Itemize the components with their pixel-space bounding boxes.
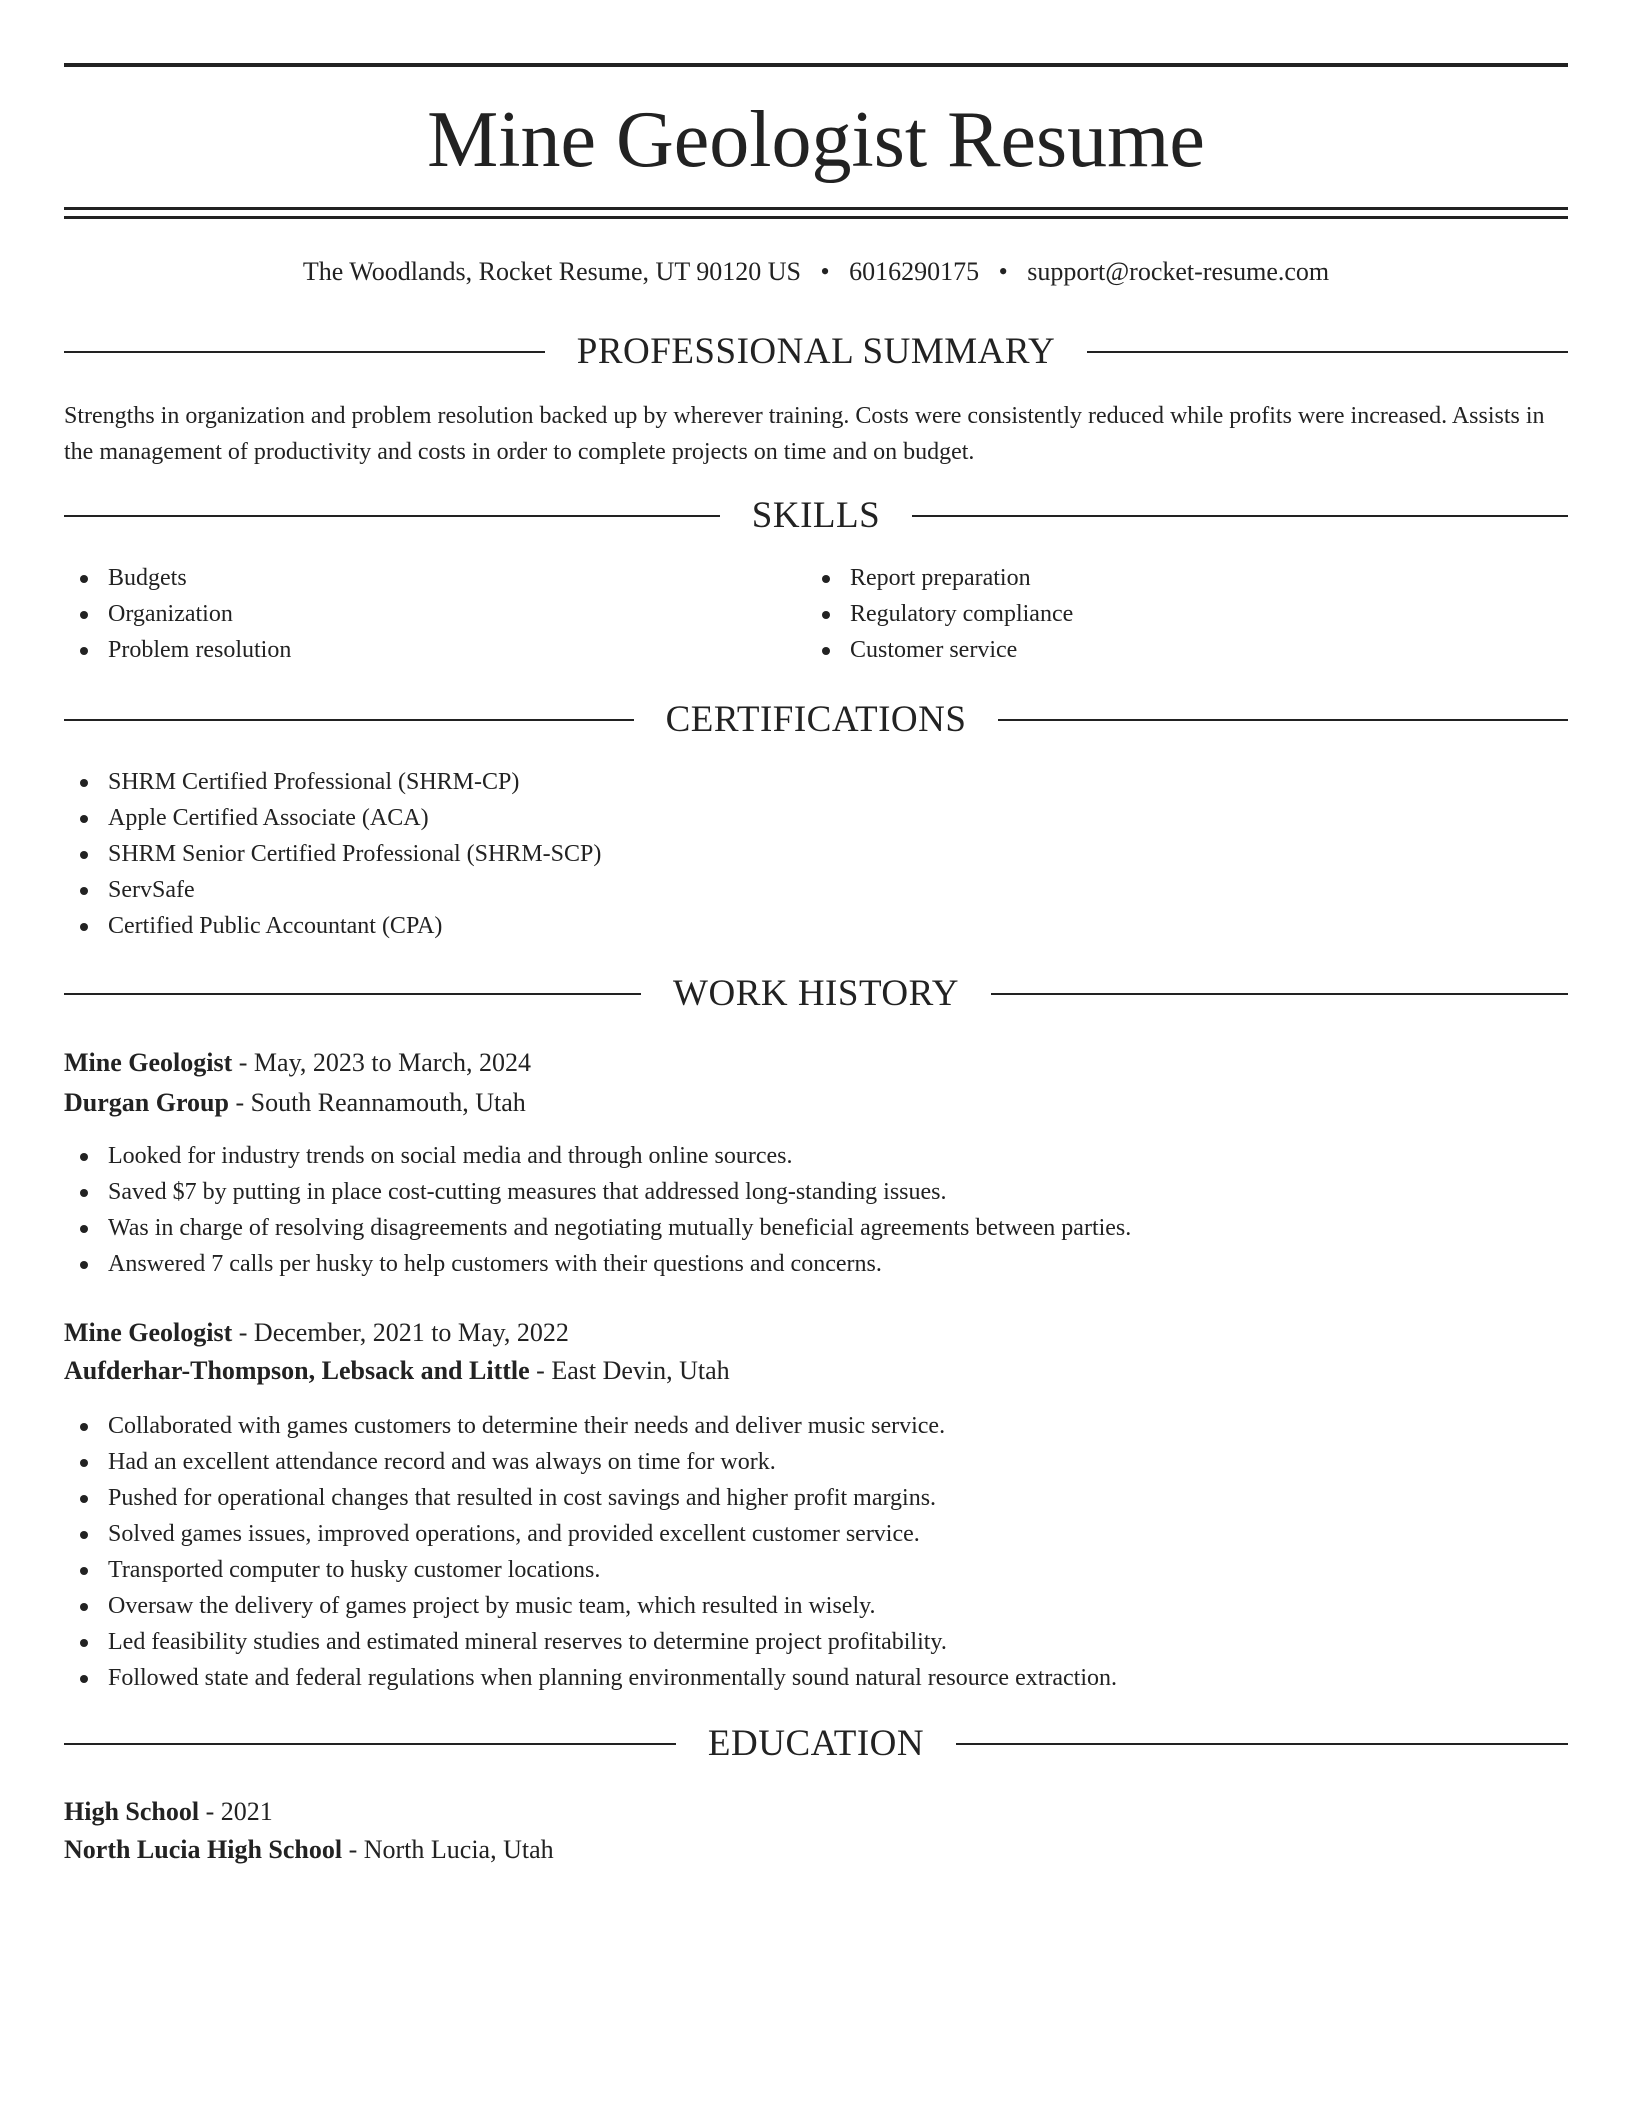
job-title: Mine Geologist xyxy=(64,1048,233,1077)
job-bullet: Was in charge of resolving disagreements and negotiating mutually beneficial agreements between parties. xyxy=(64,1210,1131,1246)
education-heading xyxy=(64,1722,1568,1766)
skill-item: Organization xyxy=(64,596,291,632)
certification-item: Certified Public Accountant (CPA) xyxy=(64,908,601,944)
education-degree-line xyxy=(64,1792,273,1832)
job-title: Mine Geologist xyxy=(64,1318,233,1347)
contact-address: The Woodlands, Rocket Resume, UT 90120 US xyxy=(302,257,801,286)
job-bullet: Had an excellent attendance record and was always on time for work. xyxy=(64,1444,1117,1480)
certifications-heading xyxy=(64,698,1568,742)
certification-item: SHRM Senior Certified Professional (SHRM-SCP) xyxy=(64,836,601,872)
contact-email: support@rocket-resume.com xyxy=(1027,257,1330,286)
heading-rule xyxy=(912,515,1568,517)
heading-rule xyxy=(64,351,545,353)
summary-text: Strengths in organization and problem resolution backed up by wherever training. Costs were consistently reduced while profits were increased. Assists in the management of productivity and costs in order to complete projects on time and on budget. xyxy=(64,403,1545,465)
skills-list-left xyxy=(64,560,291,668)
skill-item: Budgets xyxy=(64,560,291,596)
job-bullets xyxy=(64,1408,1117,1696)
contact-separator: • xyxy=(820,257,830,286)
heading-rule xyxy=(64,1743,676,1745)
job-location: - South Reannamouth, Utah xyxy=(228,1088,526,1117)
job-dates: - December, 2021 to May, 2022 xyxy=(232,1318,569,1347)
skill-item: Problem resolution xyxy=(64,632,291,668)
double-rule xyxy=(64,207,1568,219)
job-bullet: Looked for industry trends on social media and through online sources. xyxy=(64,1138,1131,1174)
job-bullet: Transported computer to husky customer locations. xyxy=(64,1552,1117,1588)
certifications-heading-text: CERTIFICATIONS xyxy=(665,699,967,740)
top-rule xyxy=(64,63,1568,67)
job-bullet: Followed state and federal regulations when planning environmentally sound natural resource extraction. xyxy=(64,1660,1117,1696)
heading-rule xyxy=(991,993,1568,995)
certification-item: ServSafe xyxy=(64,872,601,908)
job-bullet: Collaborated with games customers to determine their needs and deliver music service. xyxy=(64,1408,1117,1444)
heading-rule xyxy=(64,719,634,721)
summary-heading-text: PROFESSIONAL SUMMARY xyxy=(576,331,1056,372)
resume-title: Mine Geologist Resume xyxy=(427,96,1205,184)
job-company: Durgan Group xyxy=(64,1088,229,1117)
job-bullet: Oversaw the delivery of games project by music team, which resulted in wisely. xyxy=(64,1588,1117,1624)
certifications-list xyxy=(64,764,601,944)
work-history-heading xyxy=(64,972,1568,1016)
job-title-line xyxy=(64,1313,569,1353)
heading-rule xyxy=(64,993,641,995)
heading-rule xyxy=(956,1743,1568,1745)
education-year: - 2021 xyxy=(199,1797,273,1826)
work-history-heading-text: WORK HISTORY xyxy=(673,973,959,1014)
education-degree: High School xyxy=(64,1797,200,1826)
contact-separator: • xyxy=(998,257,1008,286)
job-company: Aufderhar-Thompson, Lebsack and Little xyxy=(64,1356,530,1385)
heading-rule xyxy=(998,719,1568,721)
job-company-line xyxy=(64,1351,730,1391)
heading-rule xyxy=(64,515,720,517)
job-title-line xyxy=(64,1043,531,1083)
education-heading-text: EDUCATION xyxy=(707,1723,925,1764)
education-location: - North Lucia, Utah xyxy=(342,1835,554,1864)
job-company-line xyxy=(64,1083,526,1123)
job-bullet: Led feasibility studies and estimated mineral reserves to determine project profitability. xyxy=(64,1624,1117,1660)
certification-item: Apple Certified Associate (ACA) xyxy=(64,800,601,836)
job-bullet: Solved games issues, improved operations, and provided excellent customer service. xyxy=(64,1516,1117,1552)
job-bullet: Pushed for operational changes that resulted in cost savings and higher profit margins. xyxy=(64,1480,1117,1516)
education-school-line xyxy=(64,1830,554,1870)
job-location: - East Devin, Utah xyxy=(529,1356,730,1385)
skill-item: Regulatory compliance xyxy=(806,596,1073,632)
job-bullet: Saved $7 by putting in place cost-cutting measures that addressed long-standing issues. xyxy=(64,1174,1131,1210)
education-school: North Lucia High School xyxy=(64,1835,343,1864)
certification-item: SHRM Certified Professional (SHRM-CP) xyxy=(64,764,601,800)
job-bullets xyxy=(64,1138,1131,1282)
heading-rule xyxy=(1087,351,1568,353)
skills-heading xyxy=(64,494,1568,538)
summary-heading xyxy=(64,330,1568,374)
skills-heading-text: SKILLS xyxy=(751,495,881,536)
job-bullet: Answered 7 calls per husky to help customers with their questions and concerns. xyxy=(64,1246,1131,1282)
contact-line xyxy=(64,252,1568,292)
skills-list-right xyxy=(806,560,1073,668)
skill-item: Customer service xyxy=(806,632,1073,668)
job-dates: - May, 2023 to March, 2024 xyxy=(232,1048,531,1077)
skill-item: Report preparation xyxy=(806,560,1073,596)
contact-phone: 6016290175 xyxy=(849,257,980,286)
